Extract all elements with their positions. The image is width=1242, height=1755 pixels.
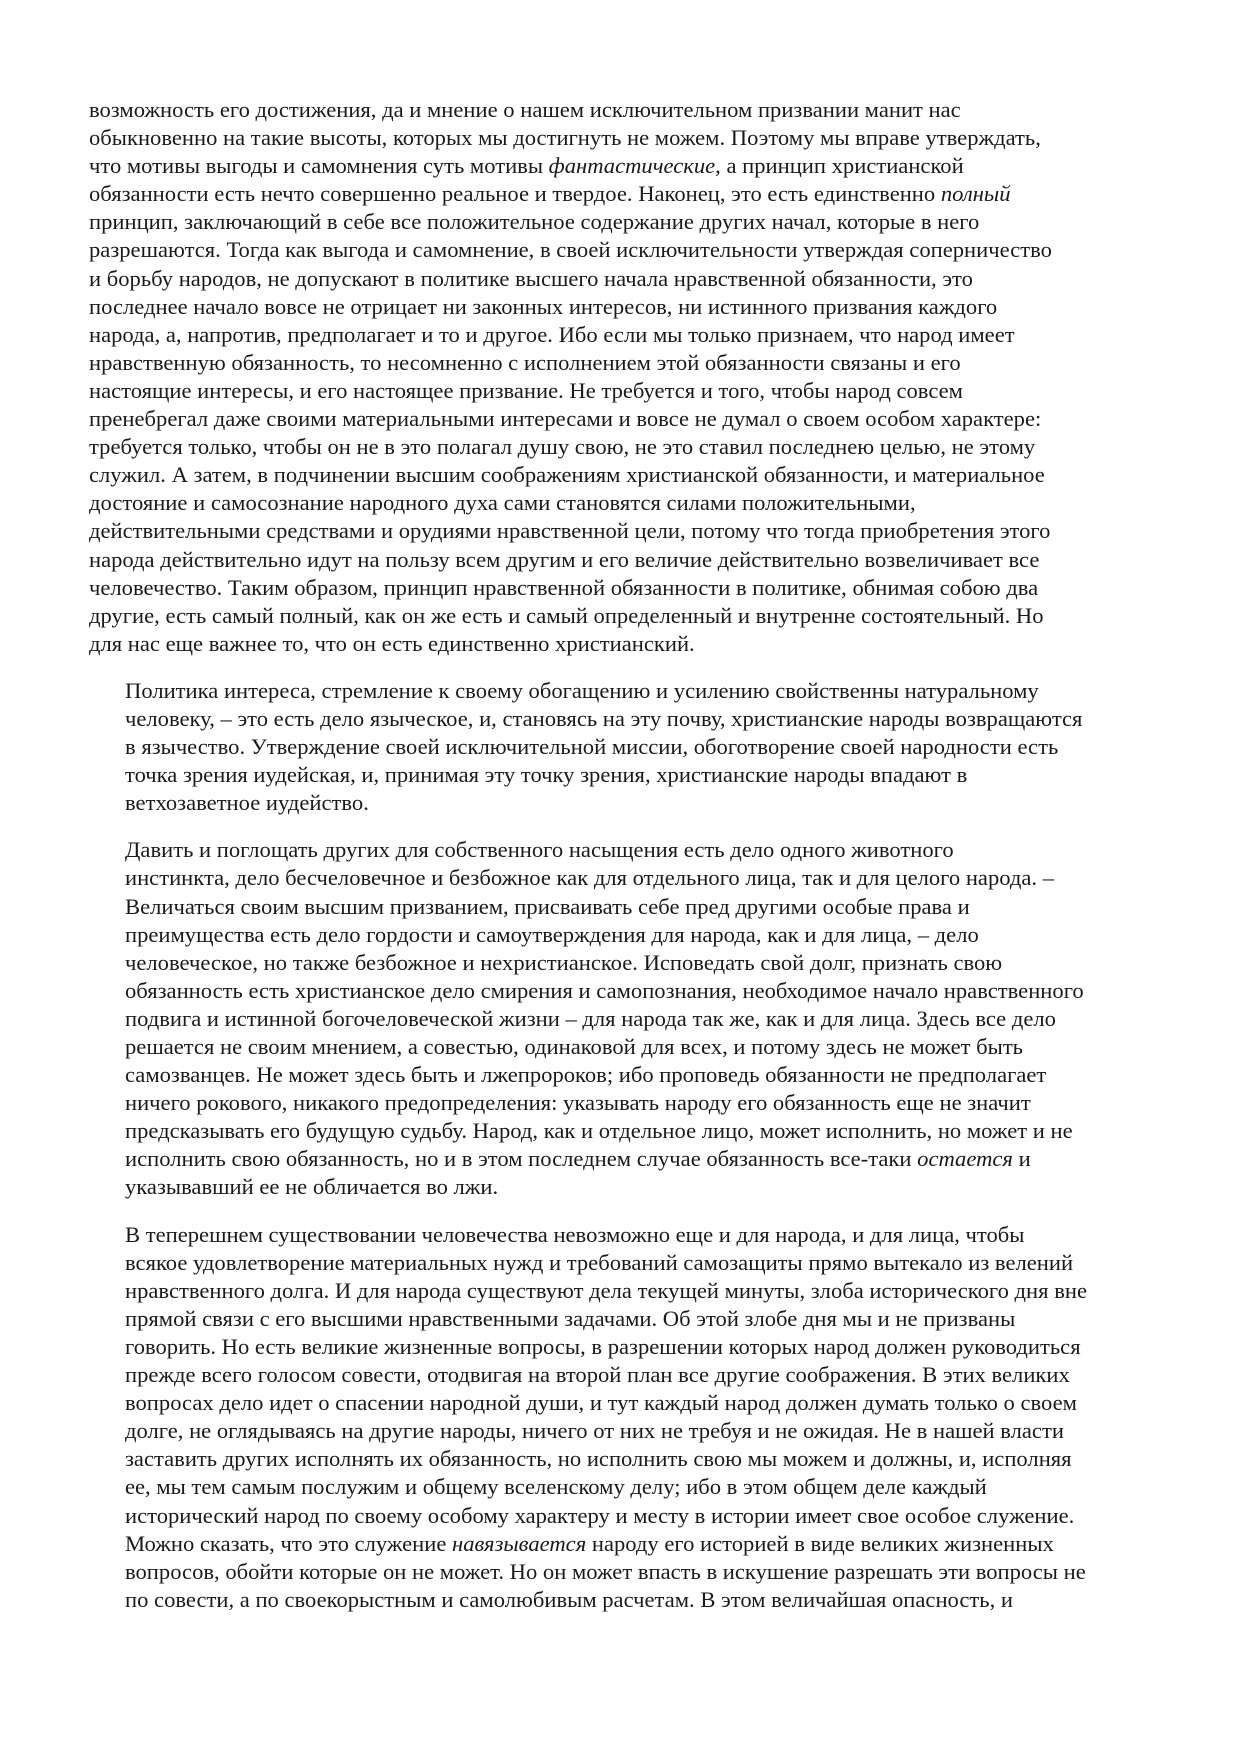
text-run: принцип, заключающий в себе все положительное содержание других начал, которые в него (89, 209, 980, 235)
text-line (89, 152, 1164, 180)
text-line (89, 1089, 1164, 1117)
text-line (89, 1558, 1164, 1586)
text-run: решается не своим мнением, а совестью, одинаковой для всех, и потому здесь не может быть (125, 1034, 1023, 1059)
text-line (89, 1249, 1164, 1277)
text-line (89, 124, 1164, 152)
text-run: и (1012, 1146, 1031, 1172)
text-line (89, 293, 1164, 321)
text-run: для нас еще важнее то, что он есть единственно христианский. (89, 630, 695, 656)
text-run: Величаться своим высшим призванием, присваивать себе пред другими особые права и (125, 893, 970, 919)
text-run: обыкновенно на такие высоты, которых мы достигнуть не можем. Поэтому мы вправе утверждать, (89, 125, 1041, 151)
text-line (89, 208, 1164, 236)
text-run: настоящие интересы, и его настоящее призвание. Не требуется и того, чтобы народ совсем (89, 377, 963, 403)
text-line (89, 1586, 1164, 1614)
text-line (89, 1277, 1164, 1305)
text-run: обязанность есть христианское дело смирения и самопознания, необходимое начало нравственного (125, 977, 1084, 1003)
text-run: точка зрения иудейская, и, принимая эту точку зрения, христианские народы впадают в (125, 762, 968, 788)
text-run: исторический народ по своему особому характеру и месту в истории имеет свое особое служение. (125, 1502, 1075, 1528)
text-run: говорить. Но есть великие жизненные вопросы, в разрешении которых народ должен руководиться (125, 1333, 1081, 1359)
text-run: возможность его достижения, да и мнение о нашем исключительном призвании манит нас (89, 97, 961, 122)
text-line (89, 1173, 1164, 1201)
text-run: в язычество. Утверждение своей исключительной миссии, обоготворение своей народности есть (125, 734, 1059, 760)
text-line (89, 789, 1164, 817)
text-run: что мотивы выгоды и самомнения суть мотивы (89, 153, 549, 179)
text-run: народу его историей в виде великих жизненных (586, 1530, 1054, 1556)
document-page (89, 96, 1164, 1633)
paragraph (89, 836, 1164, 1201)
text-run: и борьбу народов, не допускают в политике высшего начала нравственной обязанности, это (89, 265, 973, 291)
text-run: нравственного долга. И для народа существуют дела текущей минуты, злоба исторического дня вне (125, 1277, 1087, 1303)
text-line (89, 1061, 1164, 1089)
text-line (89, 489, 1164, 517)
text-line (89, 1117, 1164, 1145)
text-line (89, 461, 1164, 489)
text-run: человеку, – это есть дело языческое, и, становясь на эту почву, христианские народы возвращаются (125, 705, 1083, 731)
text-run: требуется только, чтобы он не в это полагал душу свою, не это ставил последнею целью, не этому (89, 434, 1036, 460)
text-line (89, 96, 1164, 124)
text-line (89, 236, 1164, 264)
text-run: а принцип христианской (720, 153, 964, 179)
text-run: Политика интереса, стремление к своему обогащению и усилению свойственны натуральному (125, 677, 1039, 703)
text-run: человеческое, но также безбожное и нехристианское. Исповедать свой долг, признать свою (125, 949, 1003, 975)
text-line (89, 546, 1164, 574)
text-run: по совести, а по своекорыстным и самолюбивым расчетам. В этом величайшая опасность, и (125, 1586, 1013, 1612)
text-line (89, 921, 1164, 949)
text-run: народа действительно идут на пользу всем другим и его величие действительно возвеличивает все (89, 546, 1040, 572)
text-line (89, 349, 1164, 377)
text-line (89, 405, 1164, 433)
text-run: пренебрегал даже своими материальными интересами и вовсе не думал о своем особом характере: (89, 406, 1042, 432)
text-line (89, 1221, 1164, 1249)
text-line (89, 1033, 1164, 1061)
text-line (89, 1305, 1164, 1333)
text-line (89, 893, 1164, 921)
text-line (89, 574, 1164, 602)
text-line (89, 602, 1164, 630)
text-run: обязанности есть нечто совершенно реальное и твердое. Наконец, это есть единственно (89, 181, 941, 207)
text-line (89, 1417, 1164, 1445)
text-run: достояние и самосознание народного духа сами становятся силами положительными, (89, 490, 916, 516)
text-line (89, 1005, 1164, 1033)
italic-emphasis: остается (917, 1146, 1013, 1172)
text-line (89, 517, 1164, 545)
text-line (89, 977, 1164, 1005)
text-line (89, 864, 1164, 892)
text-line (89, 705, 1164, 733)
text-run: самозванцев. Не может здесь быть и лжепророков; ибо проповедь обязанности не предполагает (125, 1062, 1047, 1088)
text-run: прежде всего голосом совести, отодвигая на второй план все другие соображения. В этих великих (125, 1362, 1070, 1388)
text-run: ее, мы тем самым послужим и общему вселенскому делу; ибо в этом общем деле каждый (125, 1474, 987, 1500)
text-line (89, 433, 1164, 461)
paragraph (89, 96, 1164, 658)
text-run: действительными средствами и орудиями нравственной цели, потому что тогда приобретения этого (89, 518, 1051, 544)
text-line (89, 1445, 1164, 1473)
text-line (89, 180, 1164, 208)
text-line (89, 1389, 1164, 1417)
text-run: подвига и истинной богочеловеческой жизни – для народа так же, как и для лица. Здесь все дело (125, 1005, 1056, 1031)
paragraph (89, 1221, 1164, 1614)
text-run: исполнить свою обязанность, но и в этом последнем случае обязанность все-таки (125, 1146, 918, 1172)
text-line (89, 1473, 1164, 1501)
text-line (89, 265, 1164, 293)
text-line (89, 677, 1164, 705)
text-line (89, 836, 1164, 864)
text-run: заставить других исполнять их обязанность, но исполнить свою мы можем и должны, и, исполняя (125, 1446, 1072, 1472)
text-run: служил. А затем, в подчинении высшим соображениям христианской обязанности, и материальное (89, 462, 1045, 488)
text-line (89, 377, 1164, 405)
text-run: предсказывать его будущую судьбу. Народ, как и отдельное лицо, может исполнить, но может и не (125, 1118, 1073, 1144)
text-run: долге, не оглядываясь на другие народы, ничего от них не требуя и не ожидая. Не в нашей власти (125, 1418, 1064, 1444)
text-line (89, 1145, 1164, 1173)
text-line (89, 1361, 1164, 1389)
text-run: человечество. Таким образом, принцип нравственной обязанности в политике, обнимая собою два (89, 574, 1039, 600)
text-run: Можно сказать, что это служение (125, 1530, 453, 1556)
italic-emphasis: полный (940, 181, 1011, 207)
paragraph (89, 677, 1164, 817)
text-run: народа, а, напротив, предполагает и то и другое. Ибо если мы только признаем, что народ имеет (89, 321, 1015, 347)
text-run: Давить и поглощать других для собственного насыщения есть дело одного животного (125, 837, 954, 863)
text-run: вопросах дело идет о спасении народной души, и тут каждый народ должен думать только о своем (125, 1390, 1077, 1416)
text-line (89, 630, 1164, 658)
text-body (89, 96, 1164, 1614)
text-line (89, 949, 1164, 977)
text-line (89, 733, 1164, 761)
text-line (89, 761, 1164, 789)
text-line (89, 321, 1164, 349)
text-run: последнее начало вовсе не отрицает ни законных интересов, ни истинного призвания каждого (89, 293, 998, 319)
text-run: нравственную обязанность, то несомненно с исполнением этой обязанности связаны и его (89, 349, 961, 375)
text-run: вопросов, обойти которые он не может. Но он может впасть в искушение разрешать эти вопросы не (125, 1558, 1086, 1584)
text-run: В теперешнем существовании человечества невозможно еще и для народа, и для лица, чтобы (125, 1221, 1025, 1247)
text-run: ветхозаветное иудейство. (125, 790, 369, 816)
text-run: указывавший ее не обличается во лжи. (125, 1174, 499, 1200)
text-run: другие, есть самый полный, как он же есть и самый определенный и внутренне состоятельный. Но (89, 602, 1044, 628)
text-run: ничего рокового, никакого предопределения: указывать народу его обязанность еще не значит (125, 1090, 1031, 1116)
text-run: прямой связи с его высшими нравственными задачами. Об этой злобе дня мы и не призваны (125, 1305, 1016, 1331)
italic-emphasis: навязывается (452, 1530, 587, 1556)
text-run: инстинкта, дело бесчеловечное и безбожное как для отдельного лица, так и для целого народа. – (125, 865, 1055, 891)
text-line (89, 1333, 1164, 1361)
text-run: преимущества есть дело гордости и самоутверждения для народа, как и для лица, – дело (125, 921, 979, 947)
text-line (89, 1502, 1164, 1530)
text-run: всякое удовлетворение материальных нужд и требований самозащиты прямо вытекало из велений (125, 1249, 1074, 1275)
text-line (89, 1530, 1164, 1558)
text-run: разрешаются. Тогда как выгода и самомнение, в своей исключительности утверждая соперничество (89, 237, 1052, 263)
italic-emphasis: фантастические, (548, 153, 721, 179)
